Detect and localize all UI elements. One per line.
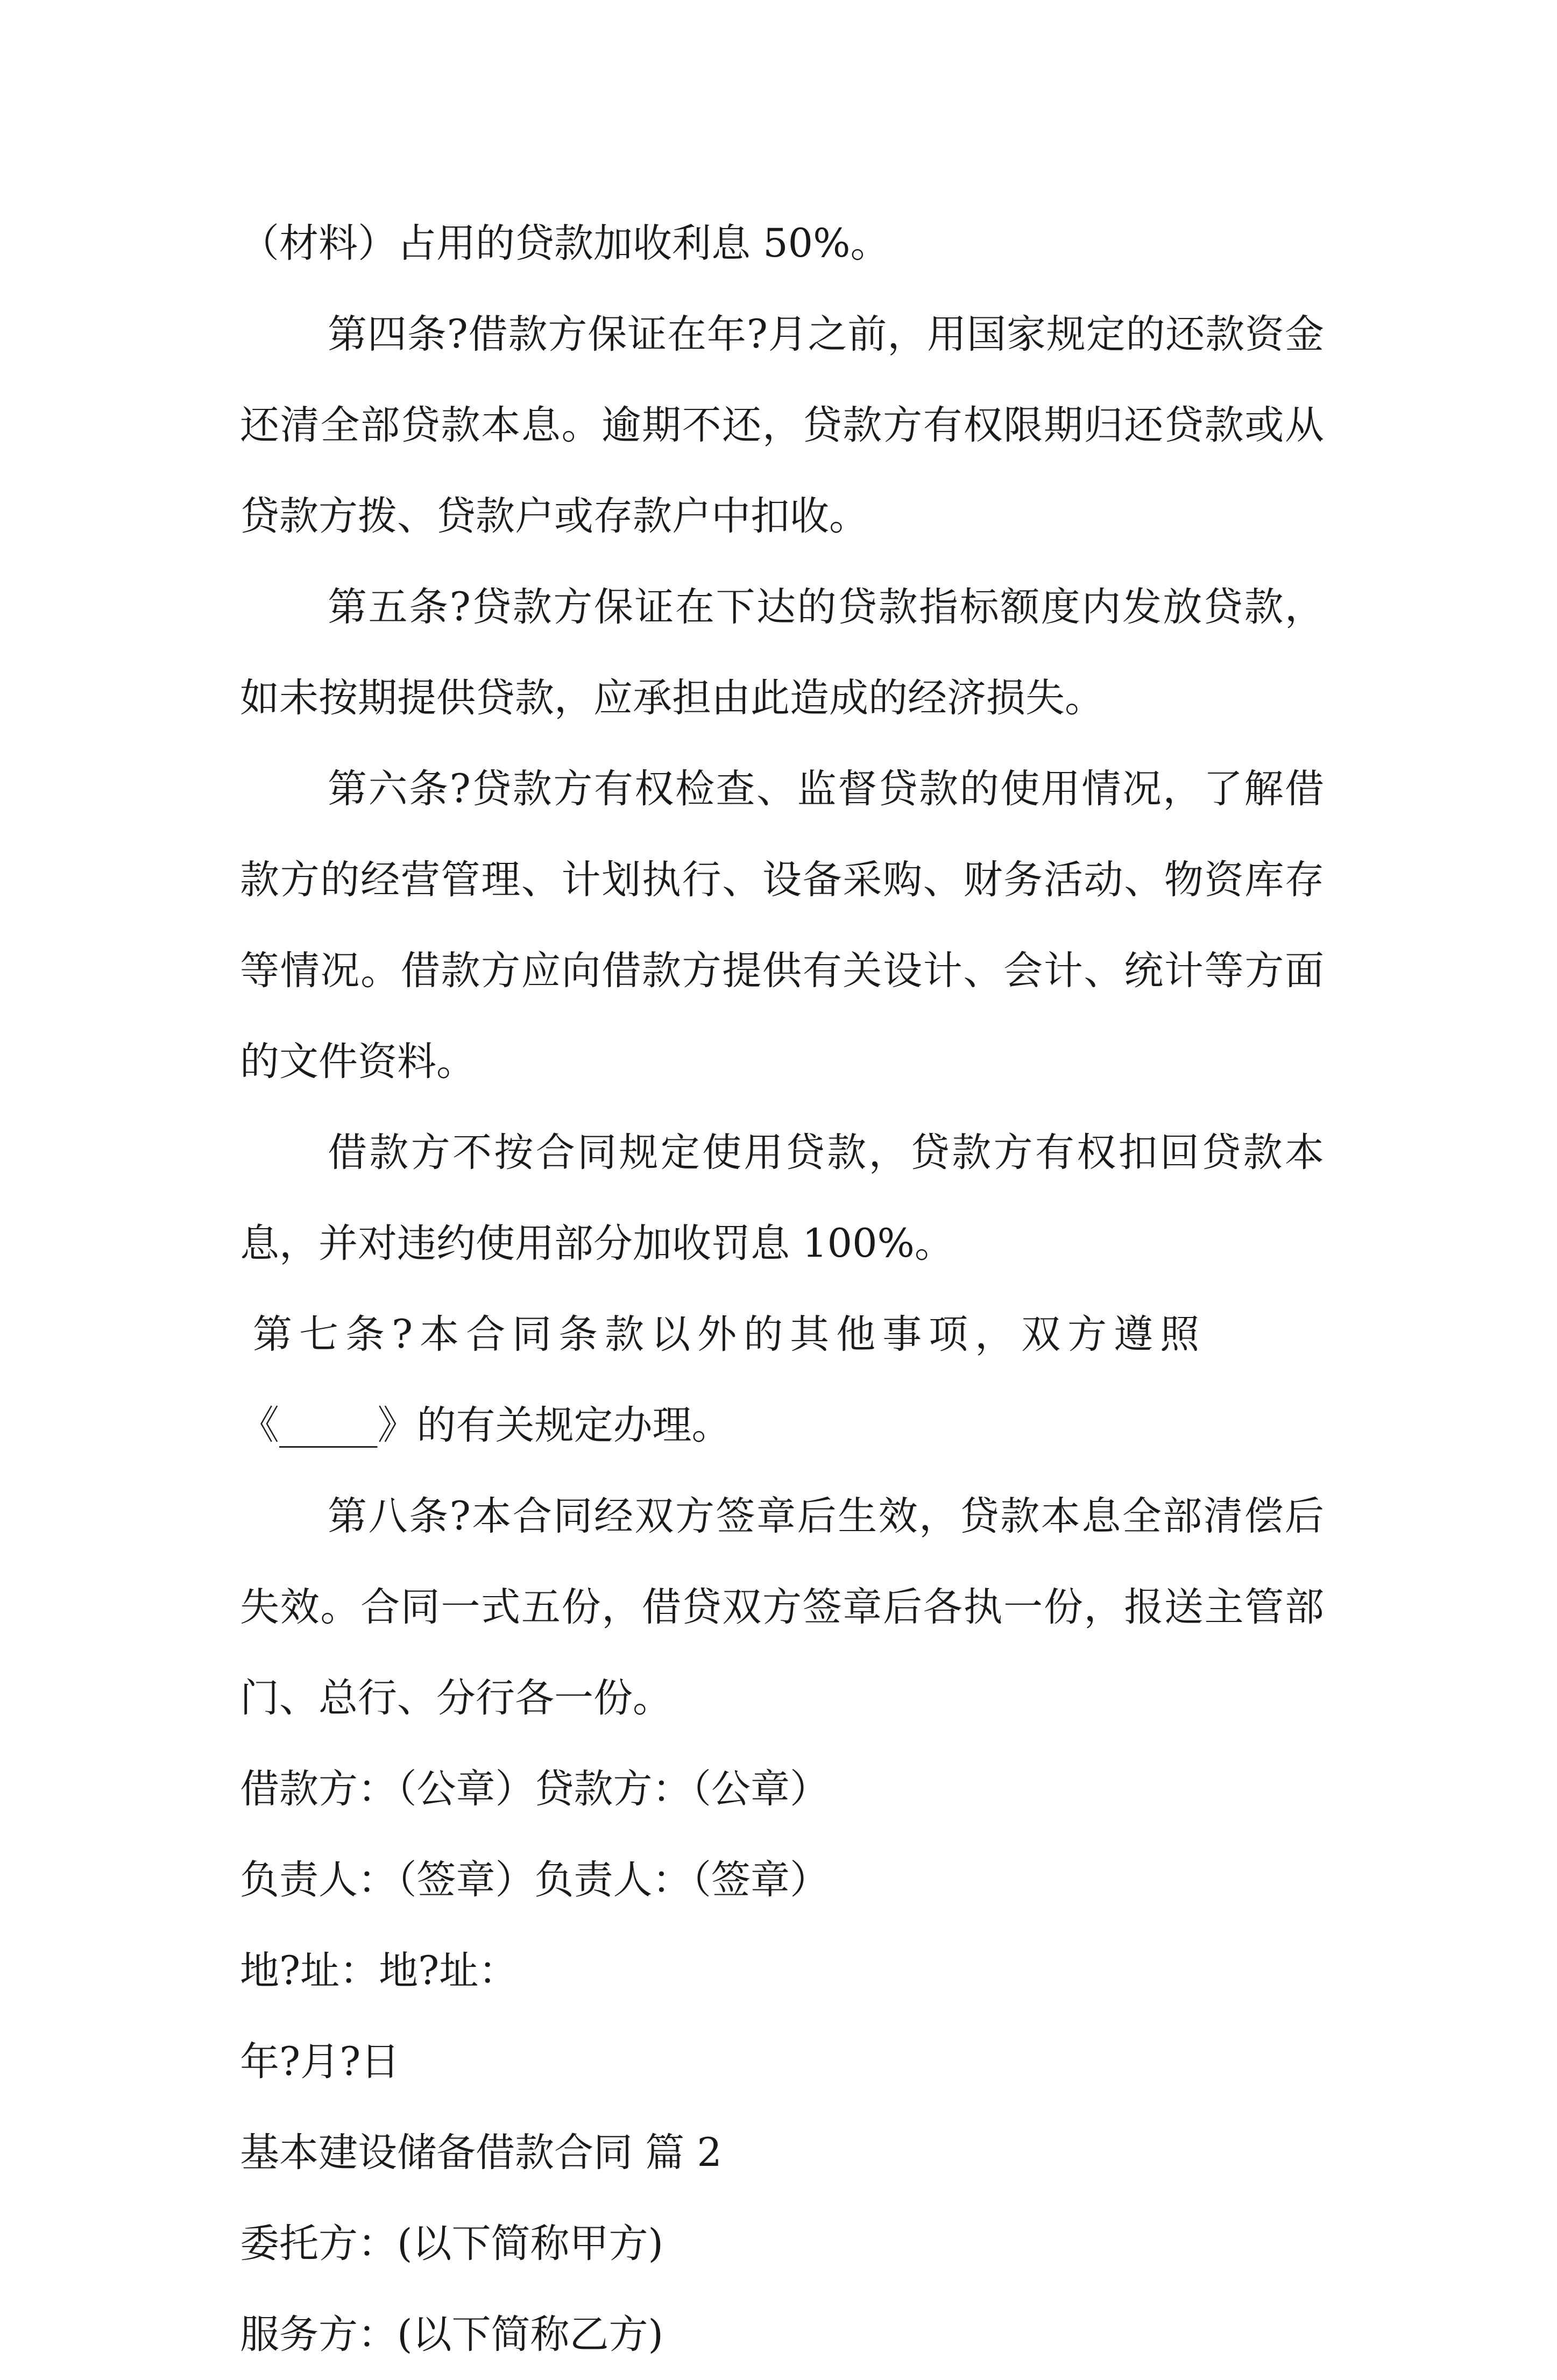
address-line: 地?址：地?址：: [240, 1948, 518, 1994]
section-heading: 基本建设储备借款合同 篇 2: [240, 2130, 722, 2176]
responsible-person-line: 负责人：（签章）负责人：（签章）: [240, 1857, 829, 1903]
paragraph-article-8: [240, 1471, 1324, 1744]
paragraph-material-interest: [240, 198, 1324, 289]
text-line: 息，并对违约使用部分加收罚息 100%。: [240, 1221, 954, 1266]
service-party-line: 服务方：(以下简称乙方): [240, 2312, 663, 2357]
paragraph-article-6: [240, 743, 1324, 1107]
document-body: [240, 198, 1324, 2380]
text-line: 金还清全部贷款本息。逾期不还，贷款方有权限期归还贷款: [240, 311, 1324, 448]
text-line: 管部门、总行、分行各一份。: [240, 1584, 1325, 1721]
borrower-lender-seal-line: 借款方：（公章）贷款方：（公章）: [240, 1766, 829, 1812]
text-line: 第四条?借款方保证在年?月之前，用国家规定的还款资: [328, 311, 1285, 357]
text-line: 或从贷款方拨、贷款户或存款户中扣收。: [240, 402, 1325, 539]
paragraph-penalty: [240, 1107, 1324, 1289]
text-line: 第七条?本合同条款以外的其他事项，双方遵照: [253, 1312, 1207, 1357]
text-line: 借款方不按合同规定使用贷款，贷款方有权扣回贷款本: [328, 1130, 1324, 1175]
text-line: 《_____》的有关规定办理。: [240, 1402, 731, 1448]
client-party-line: 委托方：(以下简称甲方): [240, 2221, 663, 2266]
paragraph-article-5: [240, 562, 1324, 743]
text-line: 借款方的经营管理、计划执行、设备采购、财务活动、物资: [240, 766, 1324, 903]
text-line: 等方面的文件资料。: [240, 948, 1325, 1085]
text-line: 第六条?贷款方有权检查、监督贷款的使用情况，了解: [328, 766, 1285, 812]
text-line: （材料）占用的贷款加收利息 50%。: [240, 221, 890, 266]
text-line: 第八条?本合同经双方签章后生效，贷款本息全部清偿: [328, 1493, 1285, 1539]
paragraph-article-4: [240, 289, 1324, 562]
text-line: 库存等情况。借款方应向借款方提供有关设计、会计、统计: [240, 857, 1325, 994]
date-line: 年?月?日: [240, 2039, 400, 2085]
text-line: 如未按期提供贷款，应承担由此造成的经济损失。: [240, 675, 1104, 721]
text-line: 第五条?贷款方保证在下达的贷款指标额度内发放贷款，: [328, 584, 1324, 630]
text-line: 后失效。合同一式五份，借贷双方签章后各执一份，报送主: [240, 1493, 1324, 1630]
paragraph-article-7: [240, 1289, 1324, 1471]
